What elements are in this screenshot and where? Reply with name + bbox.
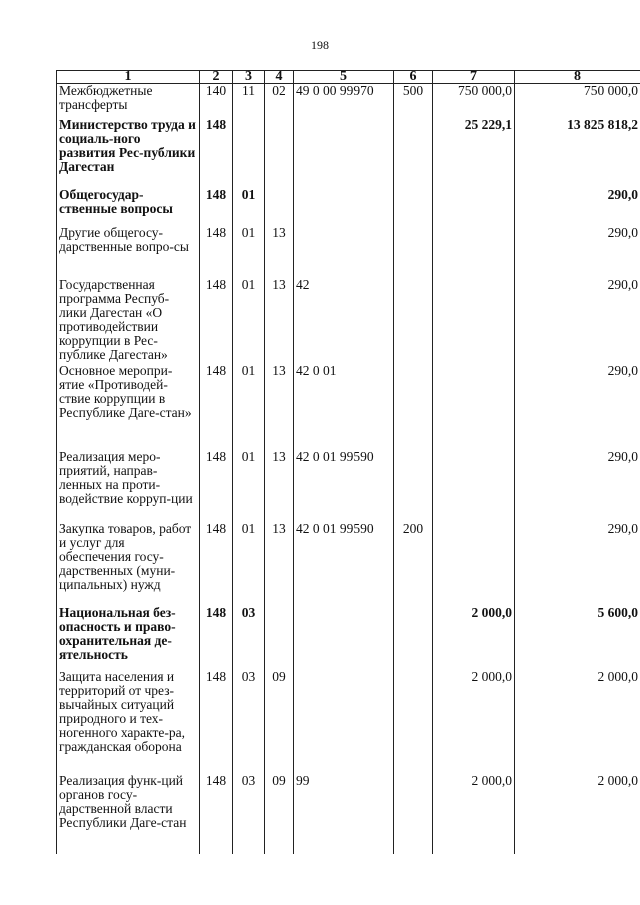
budget-table: [56, 70, 640, 854]
row-name: Общегосудар-ственные вопросы: [57, 188, 200, 226]
row-code-subsection: 09: [265, 774, 294, 854]
row-name: Закупка товаров, работ и услуг для обеспечения госу-дарственных (муни-ципальных) нужд: [57, 522, 200, 606]
row-code-admin: 148: [200, 450, 233, 522]
row-code-subsection: 02: [265, 84, 294, 118]
table-row: [57, 670, 640, 774]
row-code-admin: 148: [200, 522, 233, 606]
row-code-admin: 148: [200, 118, 233, 188]
table-row: [57, 188, 640, 226]
row-amount-2019: 2 000,0: [433, 670, 515, 774]
row-amount-2020: 2 000,0: [515, 670, 640, 774]
table-row: [57, 450, 640, 522]
row-amount-2020: 290,0: [515, 278, 640, 364]
row-code-expense-type: [394, 364, 433, 450]
row-amount-2019: 2 000,0: [433, 606, 515, 670]
row-name: Основное меропри-ятие «Противодей-ствие коррупции в Республике Даге-стан»: [57, 364, 200, 450]
row-code-admin: 148: [200, 670, 233, 774]
row-code-section: 03: [233, 670, 265, 774]
row-code-admin: 148: [200, 774, 233, 854]
row-code-target: [294, 670, 394, 774]
row-code-expense-type: [394, 670, 433, 774]
row-code-expense-type: [394, 774, 433, 854]
table-row: [57, 84, 640, 118]
table-row: [57, 606, 640, 670]
row-amount-2020: 5 600,0: [515, 606, 640, 670]
row-code-target: [294, 118, 394, 188]
row-code-target: 42 0 01 99590: [294, 450, 394, 522]
row-code-expense-type: [394, 188, 433, 226]
row-code-section: 01: [233, 522, 265, 606]
column-header-2: 2: [200, 71, 233, 84]
row-code-admin: 148: [200, 278, 233, 364]
row-code-subsection: [265, 606, 294, 670]
row-amount-2020: 13 825 818,2: [515, 118, 640, 188]
row-code-target: 42 0 01: [294, 364, 394, 450]
row-code-section: 03: [233, 606, 265, 670]
row-name: Государственная программа Респуб-лики Дагестан «О противодействии коррупции в Рес-публике Дагестан»: [57, 278, 200, 364]
column-header-1: 1: [57, 71, 200, 84]
row-code-expense-type: [394, 278, 433, 364]
row-amount-2019: [433, 522, 515, 606]
row-amount-2019: 750 000,0: [433, 84, 515, 118]
row-code-subsection: 13: [265, 278, 294, 364]
row-code-target: 42 0 01 99590: [294, 522, 394, 606]
row-code-admin: 148: [200, 226, 233, 278]
column-header-6: 6: [394, 71, 433, 84]
row-code-subsection: 13: [265, 450, 294, 522]
table-header-row: [57, 71, 640, 84]
table-row: [57, 774, 640, 854]
row-code-target: 99: [294, 774, 394, 854]
row-code-target: 49 0 00 99970: [294, 84, 394, 118]
row-amount-2019: 2 000,0: [433, 774, 515, 854]
table-row: [57, 118, 640, 188]
row-code-section: 01: [233, 364, 265, 450]
column-header-3: 3: [233, 71, 265, 84]
row-code-admin: 148: [200, 364, 233, 450]
row-code-section: 01: [233, 278, 265, 364]
row-code-target: [294, 226, 394, 278]
row-amount-2020: 290,0: [515, 522, 640, 606]
row-code-expense-type: [394, 606, 433, 670]
table-row: [57, 278, 640, 364]
row-name: Национальная без-опасность и право-охранительная де-ятельность: [57, 606, 200, 670]
column-header-4: 4: [265, 71, 294, 84]
row-code-section: 11: [233, 84, 265, 118]
row-amount-2019: [433, 278, 515, 364]
row-amount-2019: [433, 188, 515, 226]
row-code-subsection: 13: [265, 522, 294, 606]
row-amount-2019: [433, 450, 515, 522]
row-code-section: 01: [233, 450, 265, 522]
row-name: Реализация функ-ций органов госу-дарственной власти Республики Даге-стан: [57, 774, 200, 854]
row-code-admin: 148: [200, 188, 233, 226]
row-name: Другие общегосу-дарственные вопро-сы: [57, 226, 200, 278]
row-code-admin: 140: [200, 84, 233, 118]
row-code-target: [294, 188, 394, 226]
row-name: Министерство труда и социаль-ного развития Рес-публики Дагестан: [57, 118, 200, 188]
row-amount-2020: 290,0: [515, 188, 640, 226]
row-code-subsection: [265, 118, 294, 188]
row-code-section: 03: [233, 774, 265, 854]
row-code-subsection: [265, 188, 294, 226]
row-amount-2020: 290,0: [515, 226, 640, 278]
row-code-expense-type: [394, 226, 433, 278]
row-amount-2020: 750 000,0: [515, 84, 640, 118]
row-amount-2019: [433, 226, 515, 278]
table-row: [57, 226, 640, 278]
row-code-expense-type: [394, 118, 433, 188]
column-header-8: 8: [515, 71, 640, 84]
row-amount-2020: 290,0: [515, 364, 640, 450]
column-header-7: 7: [433, 71, 515, 84]
column-header-5: 5: [294, 71, 394, 84]
row-name: Реализация меро-приятий, направ-ленных на проти-водействие корруп-ции: [57, 450, 200, 522]
row-code-subsection: 13: [265, 364, 294, 450]
row-name: Защита населения и территорий от чрез-вычайных ситуаций природного и тех-ногенного характе-ра, гражданская оборона: [57, 670, 200, 774]
row-code-target: 42: [294, 278, 394, 364]
row-code-section: 01: [233, 226, 265, 278]
row-code-section: 01: [233, 188, 265, 226]
row-code-admin: 148: [200, 606, 233, 670]
row-amount-2020: 2 000,0: [515, 774, 640, 854]
row-code-subsection: 13: [265, 226, 294, 278]
row-code-target: [294, 606, 394, 670]
row-name: Межбюджетные трансферты: [57, 84, 200, 118]
row-code-section: [233, 118, 265, 188]
row-code-subsection: 09: [265, 670, 294, 774]
row-amount-2020: 290,0: [515, 450, 640, 522]
row-code-expense-type: 500: [394, 84, 433, 118]
row-amount-2019: 25 229,1: [433, 118, 515, 188]
table-row: [57, 364, 640, 450]
row-amount-2019: [433, 364, 515, 450]
page-number: 198: [311, 38, 329, 52]
table-row: [57, 522, 640, 606]
row-code-expense-type: 200: [394, 522, 433, 606]
row-code-expense-type: [394, 450, 433, 522]
